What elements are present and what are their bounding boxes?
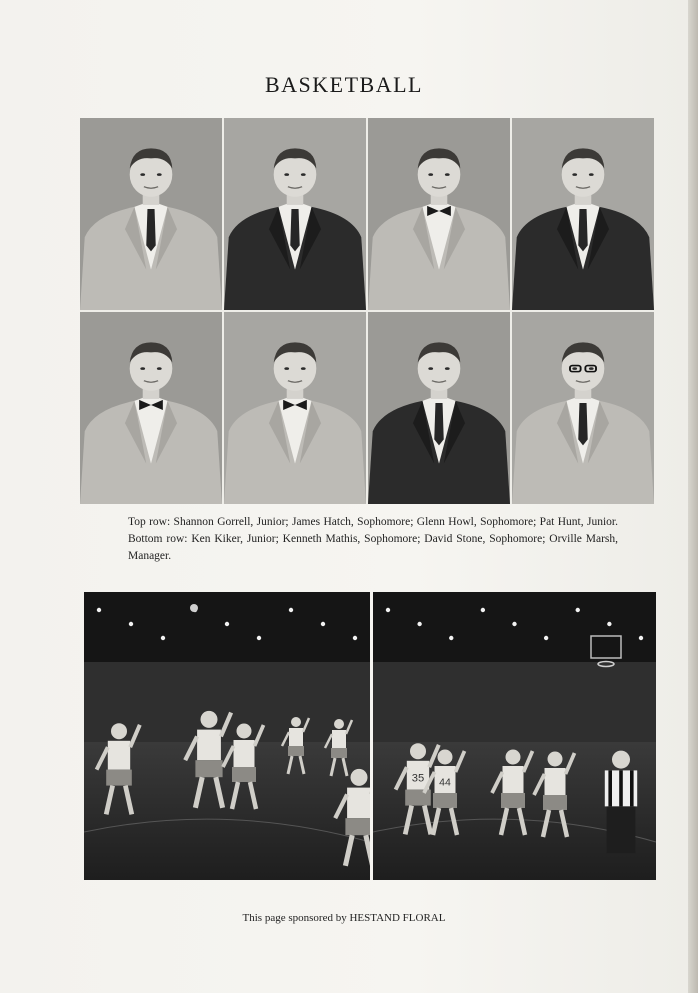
game-photo-right [373,592,656,880]
game-photo-left [84,592,370,880]
portrait-photo [368,118,510,310]
portrait-photo [368,312,510,504]
portrait-caption: Top row: Shannon Gorrell, Junior; James Hatch, Sophomore; Glenn Howl, Sophomore; Pat Hunt, Junior. Bottom row: Ken Kiker, Junior; Kenneth Mathis, Sophomore; David Stone, Sophomore; Orville Marsh, Manager. [128,516,618,562]
page-edge [688,0,698,993]
portrait-photo [512,312,654,504]
sponsor-line: This page sponsored by HESTAND FLORAL [242,912,446,924]
svg-text:35: 35 [411,772,425,785]
portrait-photo [224,118,366,310]
portrait-photo [80,312,222,504]
portrait-photo [224,312,366,504]
portrait-grid [80,118,654,504]
svg-text:44: 44 [439,776,451,789]
portrait-photo [80,118,222,310]
page-title: BASKETBALL [265,72,423,97]
portrait-photo [512,118,654,310]
game-photos [84,592,656,880]
